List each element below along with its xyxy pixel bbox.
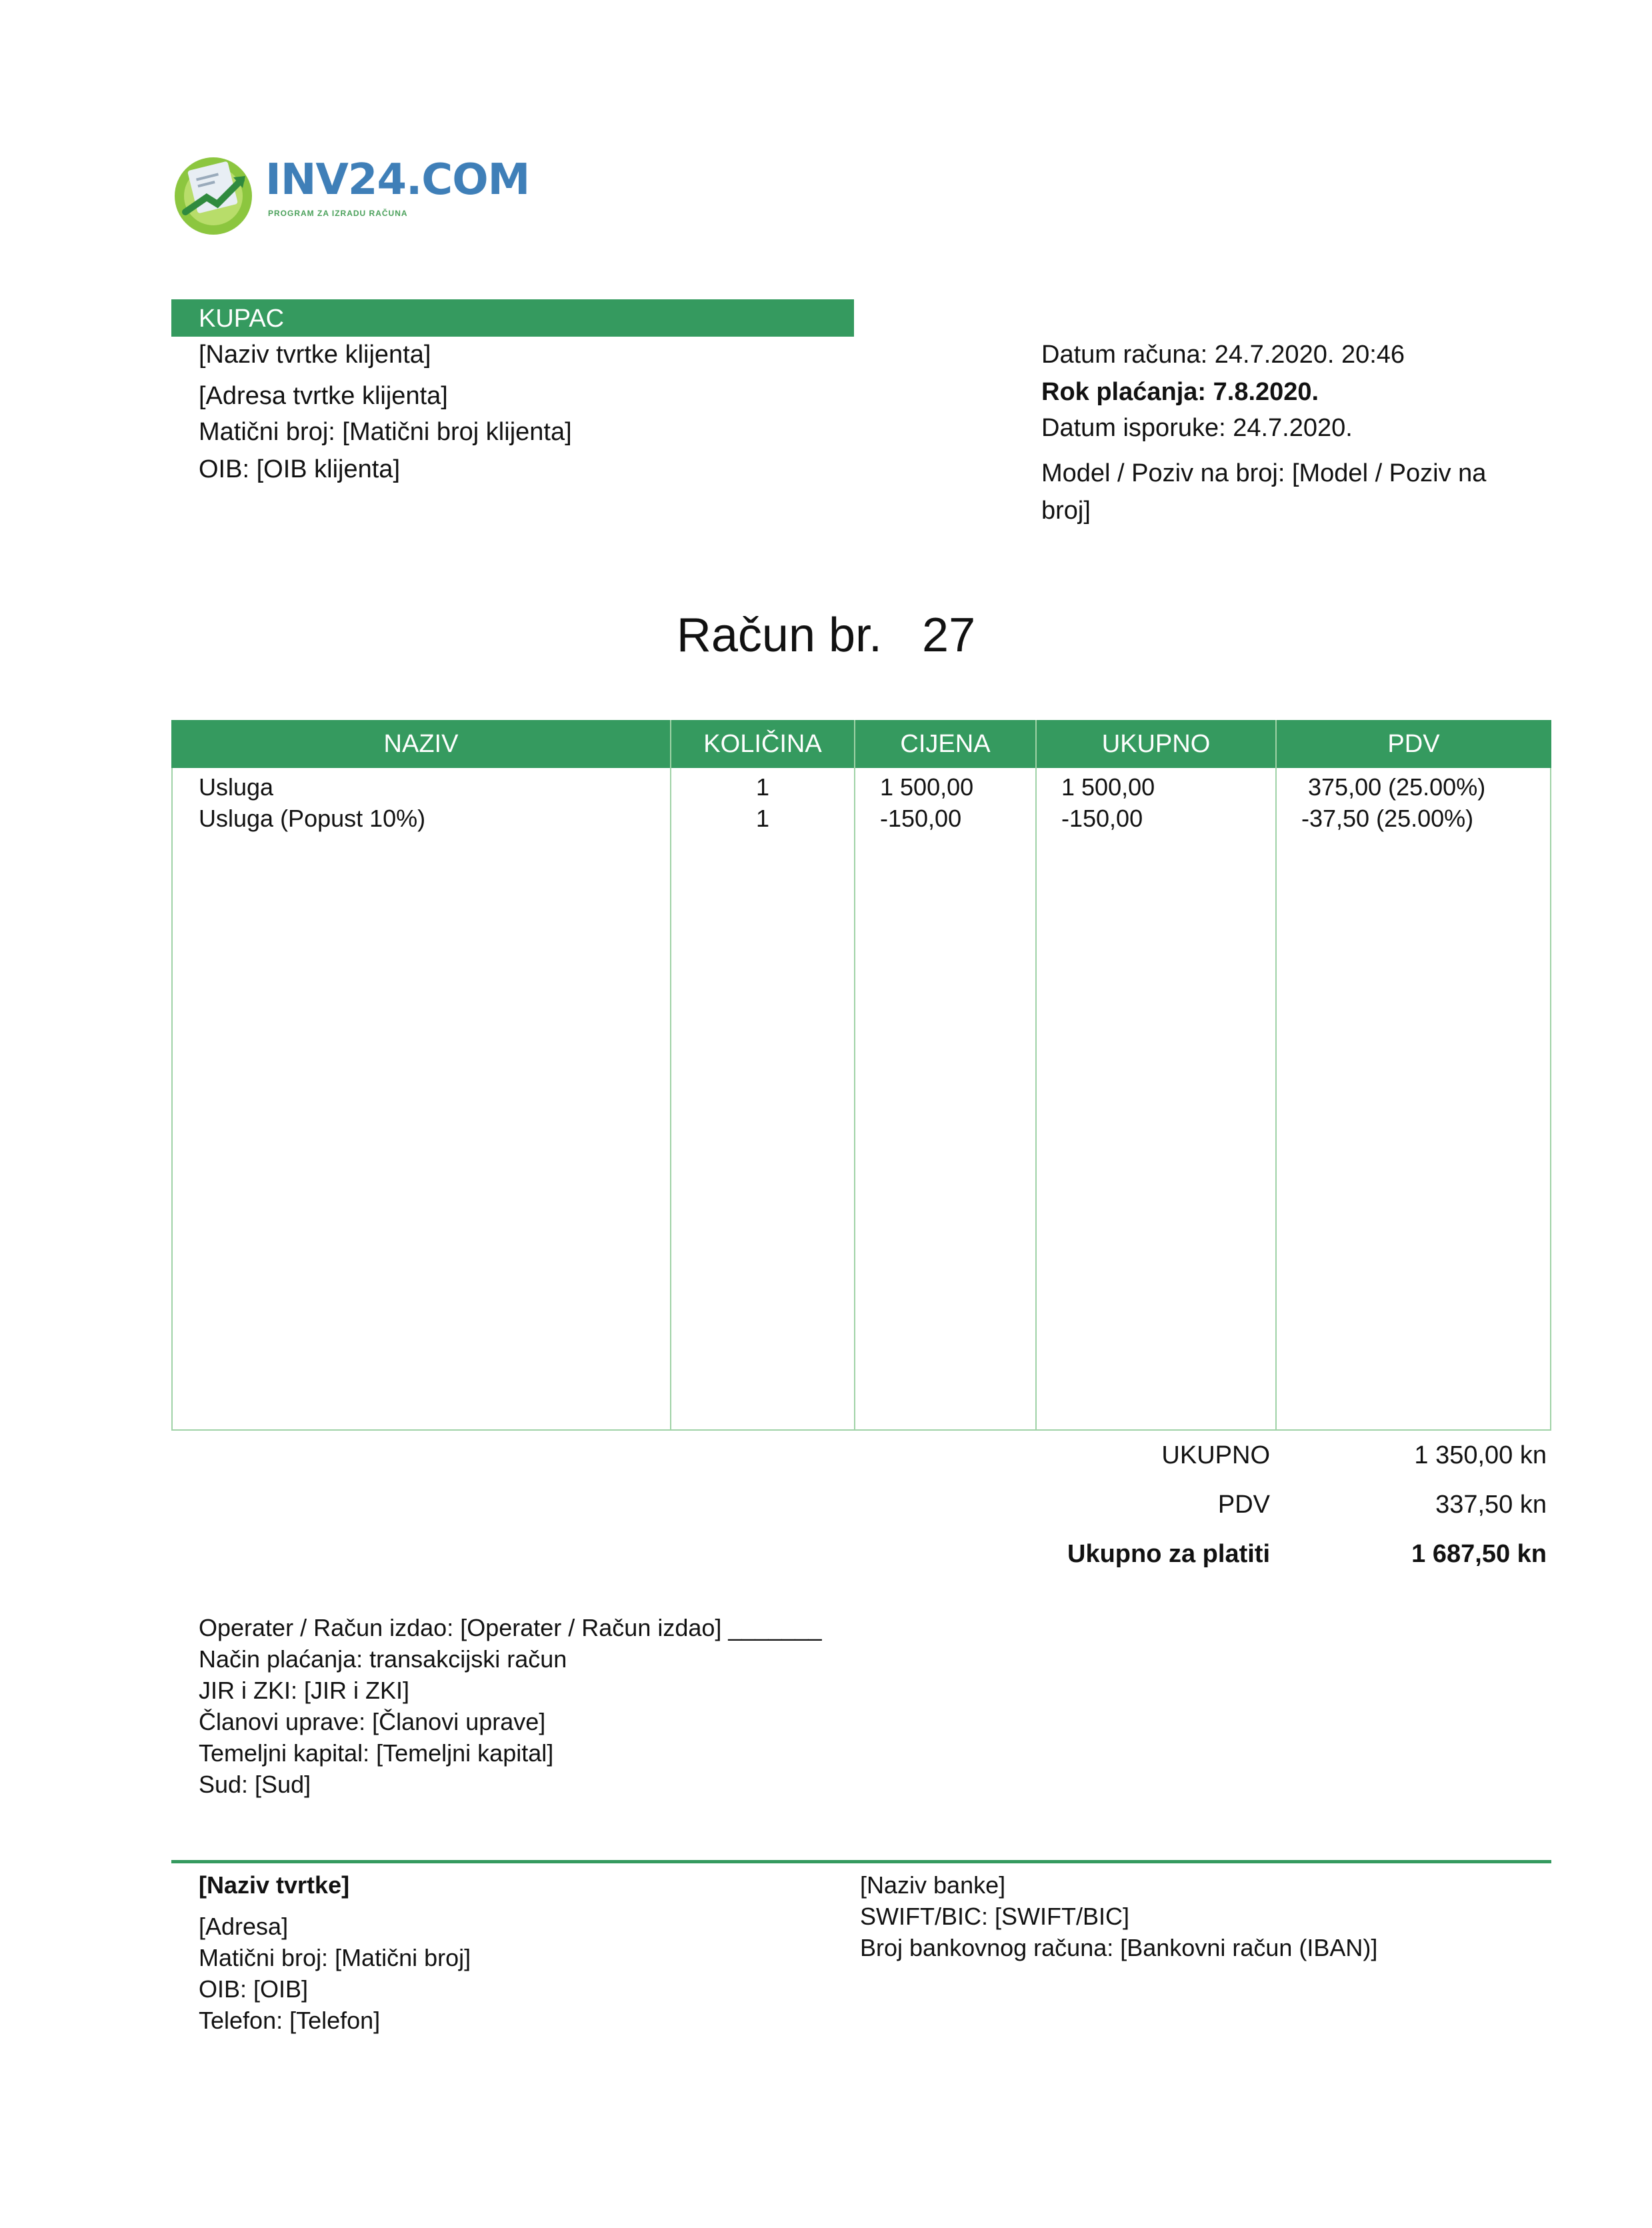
grand-total-label: Ukupno za platiti bbox=[1067, 1540, 1270, 1568]
row-1-kolicina: 1 bbox=[756, 773, 770, 801]
row-2-cijena: -150,00 bbox=[880, 805, 962, 832]
row-1-naziv: Usluga bbox=[199, 773, 274, 801]
footer-company-reg-number: Matični broj: [Matični broj] bbox=[199, 1944, 471, 1971]
footer-divider bbox=[171, 1860, 1551, 1863]
vat-value: 337,50 kn bbox=[1435, 1491, 1547, 1519]
client-company: [Naziv tvrtke klijenta] bbox=[199, 341, 431, 369]
note-court: Sud: [Sud] bbox=[199, 1771, 311, 1798]
grand-total-value: 1 687,50 kn bbox=[1411, 1540, 1547, 1568]
footer-company-phone: Telefon: [Telefon] bbox=[199, 2007, 381, 2034]
invoice-delivery-date: Datum isporuke: 24.7.2020. bbox=[1041, 414, 1353, 442]
column-header-ukupno: UKUPNO bbox=[1101, 730, 1211, 758]
row-1-ukupno: 1 500,00 bbox=[1061, 773, 1155, 801]
note-payment-method: Način plaćanja: transakcijski račun bbox=[199, 1645, 567, 1673]
column-divider bbox=[670, 720, 671, 1431]
note-operator: Operater / Račun izdao: [Operater / Račun izdao] _______ bbox=[199, 1614, 822, 1641]
row-2-ukupno: -150,00 bbox=[1061, 805, 1143, 832]
invoice-due-date: Rok plaćanja: 7.8.2020. bbox=[1041, 378, 1319, 406]
logo-wordmark: INV24.COM bbox=[265, 155, 530, 205]
row-2-kolicina: 1 bbox=[756, 805, 770, 832]
client-address: [Adresa tvrtke klijenta] bbox=[199, 382, 448, 410]
footer-bank-swift: SWIFT/BIC: [SWIFT/BIC] bbox=[860, 1903, 1129, 1930]
column-header-pdv: PDV bbox=[1387, 730, 1440, 758]
invoice-date: Datum računa: 24.7.2020. 20:46 bbox=[1041, 341, 1405, 369]
column-header-naziv: NAZIV bbox=[383, 730, 459, 758]
footer-bank-name: [Naziv banke] bbox=[860, 1871, 1006, 1899]
row-1-pdv: 375,00 (25.00%) bbox=[1308, 773, 1486, 801]
note-jir-zki: JIR i ZKI: [JIR i ZKI] bbox=[199, 1677, 410, 1704]
column-header-cijena: CIJENA bbox=[900, 730, 991, 758]
footer-company-oib: OIB: [OIB] bbox=[199, 1975, 309, 2003]
column-divider bbox=[854, 720, 855, 1431]
column-header-kolicina: KOLIČINA bbox=[703, 730, 822, 758]
row-1-cijena: 1 500,00 bbox=[880, 773, 974, 801]
footer-company-name: [Naziv tvrtke] bbox=[199, 1871, 350, 1899]
row-2-pdv: -37,50 (25.00%) bbox=[1301, 805, 1474, 832]
vat-label: PDV bbox=[1217, 1491, 1270, 1519]
note-share-capital: Temeljni kapital: [Temeljni kapital] bbox=[199, 1739, 554, 1767]
invoice-reference: Model / Poziv na broj: [Model / Poziv na broj] bbox=[1041, 459, 1487, 525]
column-divider bbox=[1275, 720, 1277, 1431]
footer-company-address: [Adresa] bbox=[199, 1913, 289, 1940]
client-reg-number: Matični broj: [Matični broj klijenta] bbox=[199, 418, 572, 446]
column-divider bbox=[1035, 720, 1037, 1431]
client-oib: OIB: [OIB klijenta] bbox=[199, 455, 400, 483]
subtotal-value: 1 350,00 kn bbox=[1414, 1441, 1547, 1469]
row-2-naziv: Usluga (Popust 10%) bbox=[199, 805, 426, 832]
client-section-label: KUPAC bbox=[199, 305, 285, 333]
invoice-title: Račun br. 27 bbox=[676, 609, 976, 662]
subtotal-label: UKUPNO bbox=[1161, 1441, 1270, 1469]
note-board-members: Članovi uprave: [Članovi uprave] bbox=[199, 1708, 546, 1735]
logo-tagline: PROGRAM ZA IZRADU RAČUNA bbox=[268, 209, 408, 218]
footer-bank-iban: Broj bankovnog računa: [Bankovni račun (IBAN)] bbox=[860, 1934, 1378, 1961]
